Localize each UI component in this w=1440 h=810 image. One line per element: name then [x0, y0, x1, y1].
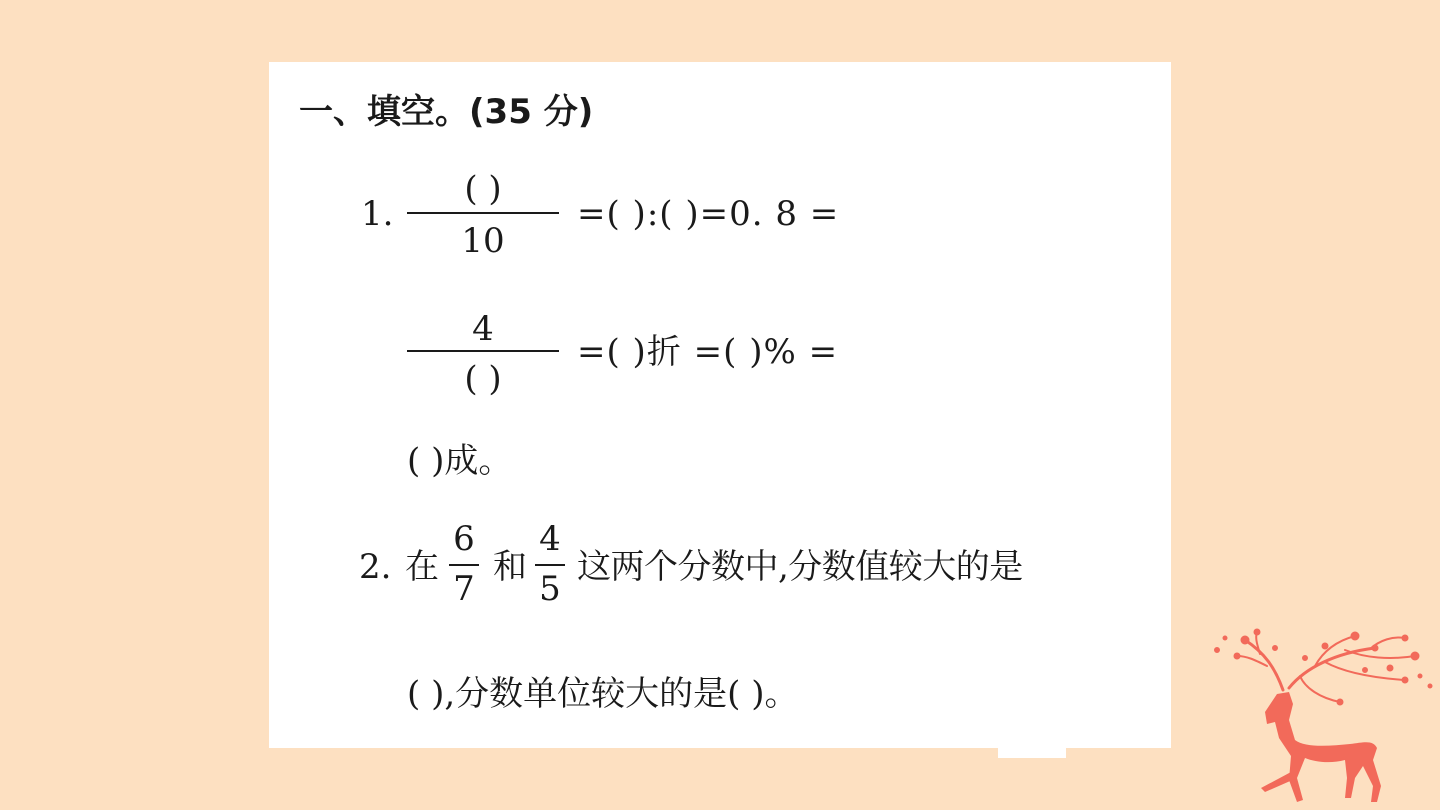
q1-frac1-denominator: 10 [461, 221, 505, 261]
q1-part-b: =( )折 =( )% = [577, 332, 839, 372]
q1-frac2-numerator: 4 [472, 309, 494, 349]
q2-fraction-6-7 [449, 519, 479, 612]
q2-line2-text: ( ),分数单位较大的是( )。 [407, 674, 799, 714]
q1-fraction-4-over-blank [407, 309, 559, 402]
q2-fracA-numerator: 6 [453, 519, 475, 559]
q1-part-a: =( ):( )=0. 8 = [577, 194, 840, 234]
q1-frac1-numerator: ( ) [464, 169, 502, 209]
question-card [269, 62, 1171, 748]
deer-decoration-icon [1205, 628, 1435, 810]
q2-number: 2. [359, 547, 392, 587]
q2-fracA-denominator: 7 [453, 569, 475, 609]
q2-word-zai: 在 [405, 547, 439, 587]
q2-fracA-bar [449, 564, 479, 566]
q2-fracB-numerator: 4 [539, 519, 561, 559]
q1-number: 1. [361, 194, 394, 234]
q1-part-c: ( )成。 [407, 441, 513, 481]
section-title: 一、填空。(35 分) [299, 92, 594, 132]
q2-word-he: 和 [493, 547, 527, 587]
q1-frac1-bar [407, 212, 559, 214]
q2-line1-text: 这两个分数中,分数值较大的是 [577, 547, 1023, 587]
q2-fracB-denominator: 5 [539, 569, 561, 609]
q2-fraction-4-5 [535, 519, 565, 612]
q1-fraction-blank-over-10 [407, 169, 559, 262]
q1-frac2-bar [407, 350, 559, 352]
q1-frac2-denominator: ( ) [464, 359, 502, 399]
white-patch [998, 744, 1066, 758]
q2-fracB-bar [535, 564, 565, 566]
